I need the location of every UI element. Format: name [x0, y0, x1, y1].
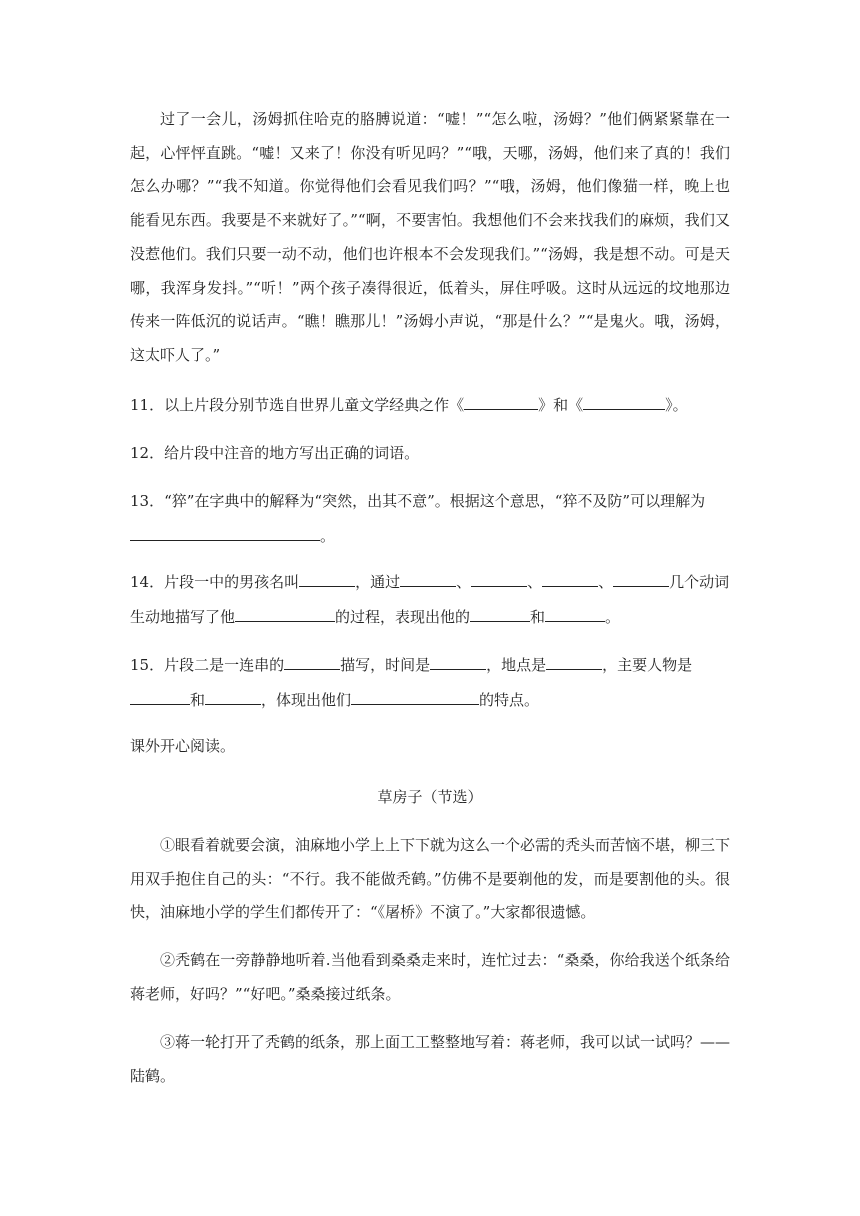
answer-blank[interactable] [583, 395, 665, 410]
answer-blank[interactable] [464, 395, 538, 410]
q15-text-f: ，体现出他们 [261, 691, 352, 709]
q14-text-e: 、 [598, 573, 614, 591]
question-14 [130, 565, 730, 635]
question-11 [130, 388, 730, 423]
passage-one-text: 过了一会儿，汤姆抓住哈克的胳膊说道：“嘘！”“怎么啦，汤姆？”他们俩紧紧靠在一起，心怦怦直跳。“嘘！又来了！你没有听见吗？”“哦，天哪，汤姆，他们来了真的！我们怎么办哪？”“我不知道。你觉得他们会看见我们吗？”“哦，汤姆，他们像猫一样，晚上也能看见东西。我要是不来就好了。”“啊，不要害怕。我想他们不会来找我们的麻烦，我们又没惹他们。我们只要一动不动，他们也许根本不会发现我们。”“汤姆，我是想不动。可是天哪，我浑身发抖。”“听！”两个孩子凑得很近，低着头，屏住呼吸。这时从远远的坟地那边传来一阵低沉的说话声。“瞧！瞧那儿！”汤姆小声说，“那是什么？”“是鬼火。哦，汤姆，这太吓人了。” [130, 110, 730, 364]
section-heading-text: 课外开心阅读。 [130, 737, 236, 755]
story-title: 草房子（节选） [377, 788, 483, 806]
q15-text-e: 和 [190, 691, 206, 709]
story-paragraph-1 [130, 829, 730, 930]
story-paragraph-2 [130, 944, 730, 1011]
answer-blank[interactable] [470, 607, 530, 622]
section-heading [130, 729, 730, 764]
answer-blank[interactable] [546, 655, 602, 670]
answer-blank[interactable] [542, 572, 598, 587]
q15-text-d: ，主要人物是 [602, 656, 693, 674]
story-paragraph-3 [130, 1026, 730, 1093]
story-paragraph-text: ③蒋一轮打开了秃鹤的纸条，那上面工工整整地写着：蒋老师，我可以试一试吗？——陆鹤。 [130, 1033, 731, 1085]
q15-text-a: 15．片段二是一连串的 [130, 656, 285, 674]
question-13 [130, 484, 730, 554]
q11-text-b: 》和《 [538, 396, 584, 414]
q14-text-g: 的过程，表现出他的 [335, 608, 471, 626]
answer-blank[interactable] [130, 526, 320, 541]
answer-blank[interactable] [430, 655, 486, 670]
answer-blank[interactable] [235, 607, 335, 622]
q14-text-d: 、 [527, 573, 543, 591]
answer-blank[interactable] [205, 690, 261, 705]
answer-blank[interactable] [284, 655, 340, 670]
question-15 [130, 648, 730, 718]
answer-blank[interactable] [400, 572, 456, 587]
q15-text-g: 的特点。 [479, 691, 540, 709]
answer-blank[interactable] [299, 572, 355, 587]
q14-text-i: 。 [605, 608, 621, 626]
q15-text-c: ，地点是 [486, 656, 547, 674]
q11-text-c: 》。 [665, 396, 688, 414]
answer-blank[interactable] [471, 572, 527, 587]
story-paragraph-text: ①眼看着就要会演，油麻地小学上上下下就为这么一个必需的秃头而苦恼不堪，柳三下用双手抱住自己的头：“不行。我不能做秃鹤。”仿佛不是要剃他的发，而是要割他的头。很快，油麻地小学的学生们都传开了：“《屠桥》不演了。”大家都很遗憾。 [130, 836, 731, 922]
question-12 [130, 436, 730, 471]
q15-text-b: 描写，时间是 [340, 656, 431, 674]
q14-text-a: 14．片段一中的男孩名叫 [130, 573, 300, 591]
answer-blank[interactable] [613, 572, 669, 587]
passage-one [130, 103, 730, 373]
q14-text-c: 、 [456, 573, 472, 591]
q11-text-a: 11．以上片段分别节选自世界儿童文学经典之作《 [130, 396, 465, 414]
answer-blank[interactable] [130, 690, 190, 705]
q14-text-b: ，通过 [355, 573, 401, 591]
q13-text-b: 。 [320, 527, 336, 545]
q14-text-h: 和 [530, 608, 546, 626]
q13-text-a: 13．“猝”在字典中的解释为“突然，出其不意”。根据这个意思，“猝不及防”可以理解为 [130, 492, 706, 510]
answer-blank[interactable] [351, 690, 479, 705]
answer-blank[interactable] [545, 607, 605, 622]
q14-text-f: 几个动词生动地描写了他 [130, 573, 730, 626]
q12-text: 12．给片段中注音的地方写出正确的词语。 [130, 444, 420, 462]
story-paragraph-text: ②秃鹤在一旁静静地听着.当他看到桑桑走来时，连忙过去：“桑桑，你给我送个纸条给蒋老师，好吗？”“好吧。”桑桑接过纸条。 [130, 951, 730, 1003]
